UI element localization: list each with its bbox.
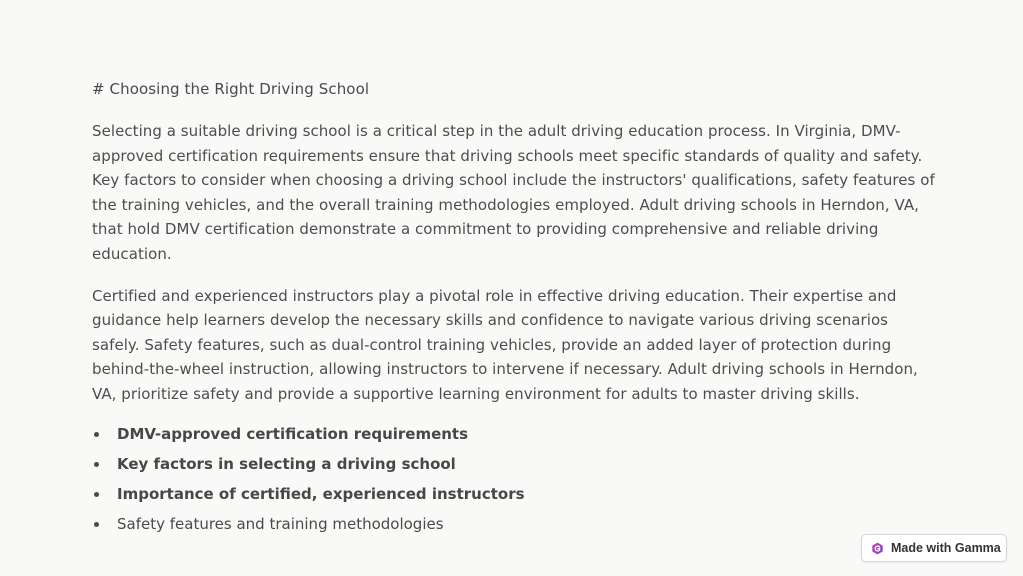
bullet-list bbox=[92, 424, 940, 534]
made-with-gamma-label: Made with Gamma bbox=[891, 541, 1001, 555]
bullet-text: Safety features and training methodologies bbox=[117, 514, 444, 533]
bullet-text: Importance of certified, experienced instructors bbox=[117, 484, 525, 503]
bullet-item bbox=[92, 454, 940, 474]
paragraph-2: Certified and experienced instructors play a pivotal role in effective driving education. Their expertise and guidance help learners develop the necessary skills and confidence to navigate various driving scenarios safely. Safety features, such as dual-control training vehicles, provide an added layer of protection during behind-the-wheel instruction, allowing instructors to intervene if necessary. Adult driving schools in Herndon, VA, prioritize safety and provide a supportive learning environment for adults to master driving skills. bbox=[92, 286, 918, 403]
slide-content bbox=[92, 78, 940, 544]
bullet-dot-icon bbox=[94, 432, 99, 437]
paragraph-1: Selecting a suitable driving school is a critical step in the adult driving education process. In Virginia, DMV-approved certification requirements ensure that driving schools meet specific standards of quality and safety. Key factors to consider when choosing a driving school include the instructors' qualifications, safety features of the training vehicles, and the overall training methodologies employed. Adult driving schools in Herndon, VA, that hold DMV certification demonstrate a commitment to providing comprehensive and reliable driving education. bbox=[92, 122, 935, 263]
gamma-logo-icon bbox=[871, 542, 884, 555]
bullet-text: DMV-approved certification requirements bbox=[117, 424, 469, 443]
bullet-dot-icon bbox=[94, 492, 99, 497]
made-with-gamma-button[interactable] bbox=[861, 534, 1007, 562]
bullet-item bbox=[92, 424, 940, 444]
bullet-dot-icon bbox=[94, 462, 99, 467]
bullet-item bbox=[92, 514, 940, 534]
bullet-item bbox=[92, 484, 940, 504]
slide-heading: # Choosing the Right Driving School bbox=[92, 80, 370, 98]
bullet-dot-icon bbox=[94, 522, 99, 527]
bullet-text: Key factors in selecting a driving school bbox=[117, 454, 456, 473]
